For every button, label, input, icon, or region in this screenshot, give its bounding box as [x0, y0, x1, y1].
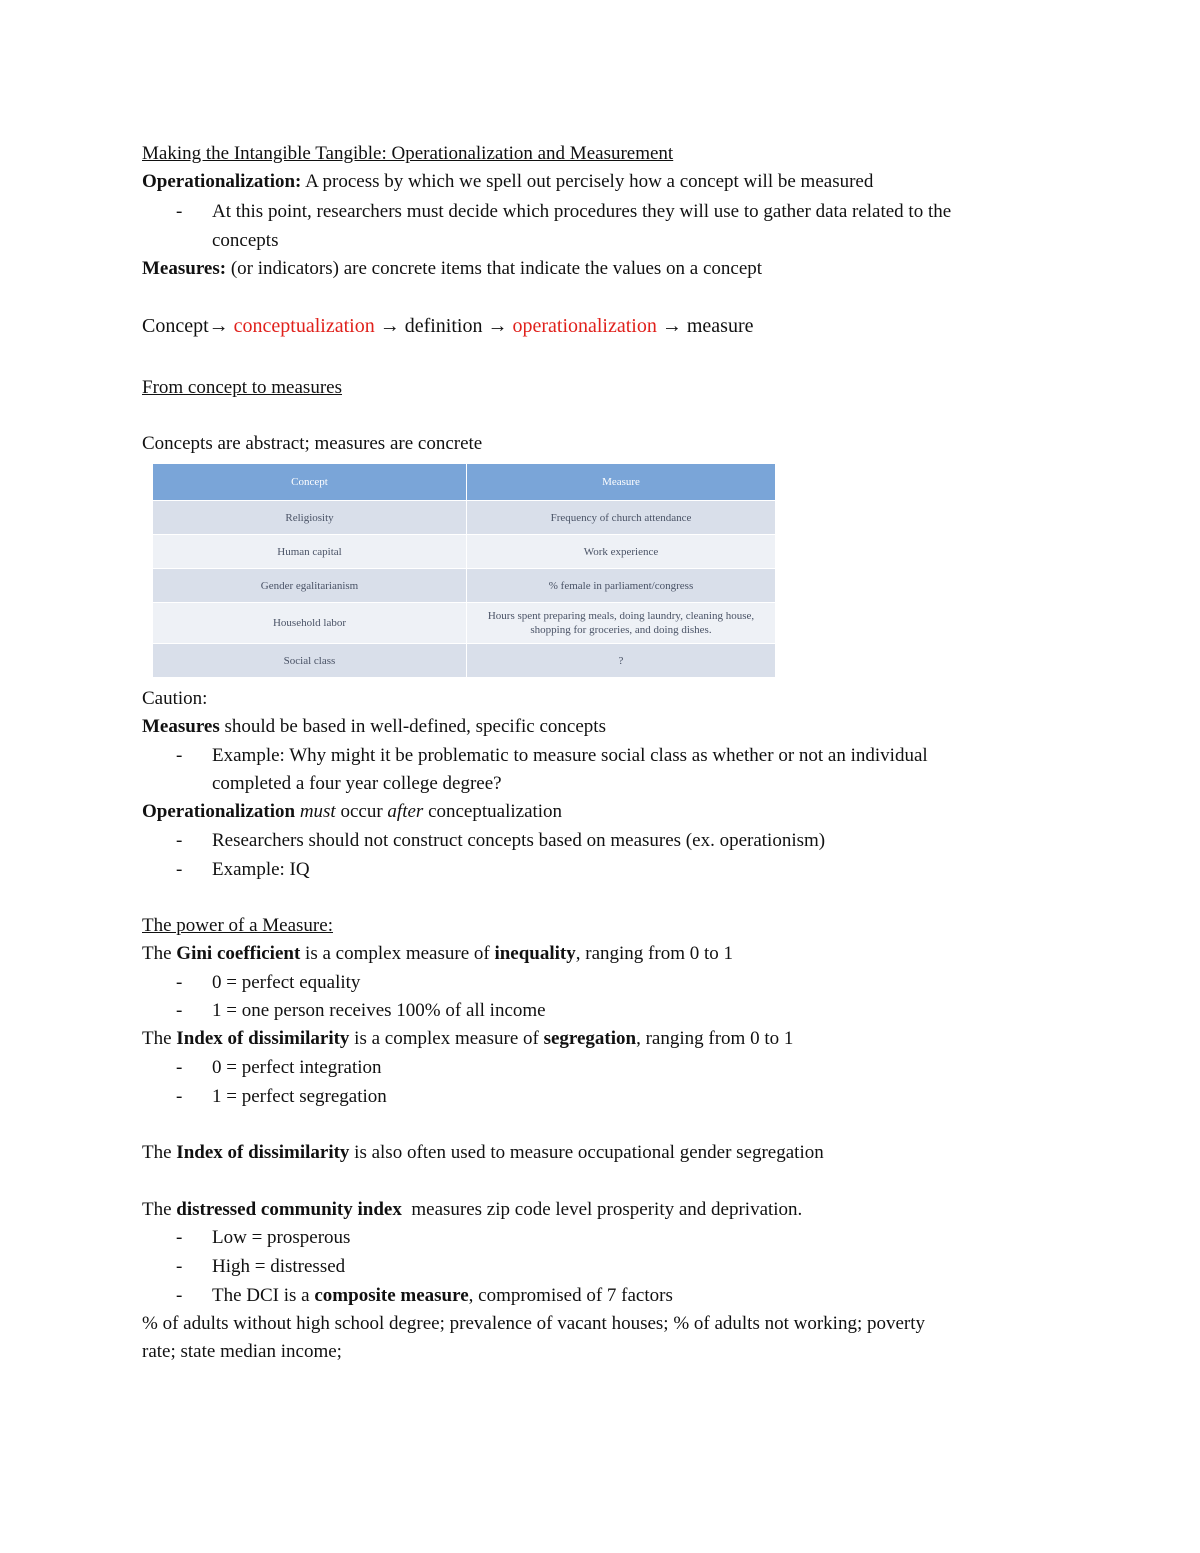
bullet-dash: - [176, 830, 183, 851]
table-row [153, 644, 776, 678]
bullet-dash: - [176, 1000, 183, 1021]
measures-based-line [142, 715, 606, 739]
measures-definition [142, 257, 762, 281]
caution-label: Caution: [142, 688, 208, 709]
flow-arrow: → [487, 315, 508, 337]
line-text: , compromised of 7 factors [468, 1285, 673, 1306]
term-index-of-dissimilarity: Index of dissimilarity [176, 1142, 350, 1163]
flow-concept: Concept [142, 315, 209, 337]
bullet-dash: - [176, 745, 183, 766]
page-title: Making the Intangible Tangible: Operationalization and Measurement [142, 143, 674, 164]
term-index-of-dissimilarity: Index of dissimilarity [176, 1028, 350, 1049]
bullet-dash: - [176, 859, 183, 880]
example1-line2: completed a four year college degree? [212, 773, 502, 794]
term-operationalization: Operationalization [142, 801, 296, 822]
table-header-concept: Concept [153, 464, 467, 501]
flow-arrow: → [661, 315, 682, 337]
bullet-dash: - [176, 1057, 183, 1078]
operationalization-definition [142, 170, 873, 194]
concept-measure-table [152, 463, 776, 678]
table-row [153, 569, 776, 603]
term-gini: Gini coefficient [176, 943, 301, 964]
bullet-dash: - [176, 1227, 183, 1248]
line-text: should be based in well-defined, specific concepts [219, 716, 606, 737]
line-text: is also often used to measure occupational gender segregation [349, 1142, 824, 1163]
dci-bullet-2: High = distressed [212, 1256, 346, 1277]
flow-definition: definition [404, 315, 483, 337]
line-text: The [142, 1142, 177, 1163]
line-text: The DCI is a [212, 1285, 315, 1306]
abstract-concrete-line: Concepts are abstract; measures are concrete [142, 433, 483, 454]
line-text: , ranging from 0 to 1 [575, 943, 734, 964]
emphasis-must: must [299, 801, 336, 822]
table-header-measure: Measure [467, 464, 776, 501]
term-operationalization: Operationalization: [142, 171, 302, 192]
flow-arrow: → [379, 315, 400, 337]
line-text: is a complex measure of [300, 943, 495, 964]
bullet-dash: - [176, 1256, 183, 1277]
section-heading-concept-to-measures: From concept to measures [142, 377, 342, 398]
table-row [153, 535, 776, 569]
bullet-dash: - [176, 201, 183, 222]
gini-line [142, 942, 733, 966]
line-text: The [142, 943, 177, 964]
term-measures: Measures: [142, 258, 227, 279]
table-cell-concept: Household labor [153, 603, 467, 644]
term-distressed-community-index: distressed community index [176, 1199, 402, 1220]
flow-conceptualization: conceptualization [233, 315, 375, 337]
factors-line1: % of adults without high school degree; prevalence of vacant houses; % of adults not working; poverty [142, 1313, 926, 1334]
table-cell-concept: Gender egalitarianism [153, 569, 467, 603]
line-text: occur [335, 801, 388, 822]
table-cell-concept: Religiosity [153, 501, 467, 535]
table-cell-measure: Work experience [467, 535, 776, 569]
dissimilarity-bullet-1: 0 = perfect integration [212, 1057, 382, 1078]
dci-line [142, 1198, 802, 1222]
bullet-researchers: Researchers should not construct concepts based on measures (ex. operationism) [212, 830, 826, 851]
bullet-dash: - [176, 1285, 183, 1306]
op-after-line [142, 800, 562, 824]
definition-text: A process by which we spell out percisely how a concept will be measured [301, 171, 874, 192]
dissimilarity-line [142, 1027, 793, 1051]
section-heading-power-of-measure: The power of a Measure: [142, 915, 333, 936]
line-text: The [142, 1199, 177, 1220]
emphasis-after: after [387, 801, 424, 822]
table-cell-measure: % female in parliament/congress [467, 569, 776, 603]
line-text: The [142, 1028, 177, 1049]
bullet-dash: - [176, 972, 183, 993]
term-measures: Measures [142, 716, 220, 737]
concept-flow [142, 314, 754, 338]
table-row [153, 501, 776, 535]
table-row [153, 603, 776, 644]
op-bullet-line1: At this point, researchers must decide which procedures they will use to gather data related to the [212, 201, 952, 222]
factors-line2: rate; state median income; [142, 1341, 342, 1362]
table-cell-concept: Human capital [153, 535, 467, 569]
bullet-dash: - [176, 1086, 183, 1107]
dci-bullet-3 [212, 1284, 673, 1308]
bullet-iq: Example: IQ [212, 859, 310, 880]
term-composite-measure: composite measure [314, 1285, 469, 1306]
flow-operationalization: operationalization [512, 315, 657, 337]
gini-bullet-2: 1 = one person receives 100% of all income [212, 1000, 546, 1021]
table-cell-measure: Frequency of church attendance [467, 501, 776, 535]
table-header-row [153, 464, 776, 501]
line-text: measures zip code level prosperity and deprivation. [401, 1199, 803, 1220]
term-segregation: segregation [543, 1028, 637, 1049]
dissimilarity-bullet-2: 1 = perfect segregation [212, 1086, 387, 1107]
example1-line1: Example: Why might it be problematic to measure social class as whether or not an individual [212, 745, 928, 766]
line-text: , ranging from 0 to 1 [636, 1028, 794, 1049]
line-text: conceptualization [423, 801, 563, 822]
op-bullet-line2: concepts [212, 230, 279, 251]
gini-bullet-1: 0 = perfect equality [212, 972, 361, 993]
term-inequality: inequality [494, 943, 576, 964]
dci-bullet-1: Low = prosperous [212, 1227, 351, 1248]
table-cell-concept: Social class [153, 644, 467, 678]
flow-arrow: → [208, 315, 229, 337]
definition-text: (or indicators) are concrete items that indicate the values on a concept [226, 258, 763, 279]
dissimilarity-gender-line [142, 1141, 824, 1165]
table-cell-measure: ? [467, 644, 776, 678]
table-cell-measure: Hours spent preparing meals, doing laundry, cleaning house, shopping for groceries, and doing dishes. [467, 603, 776, 644]
line-text: is a complex measure of [349, 1028, 544, 1049]
flow-measure: measure [686, 315, 754, 337]
